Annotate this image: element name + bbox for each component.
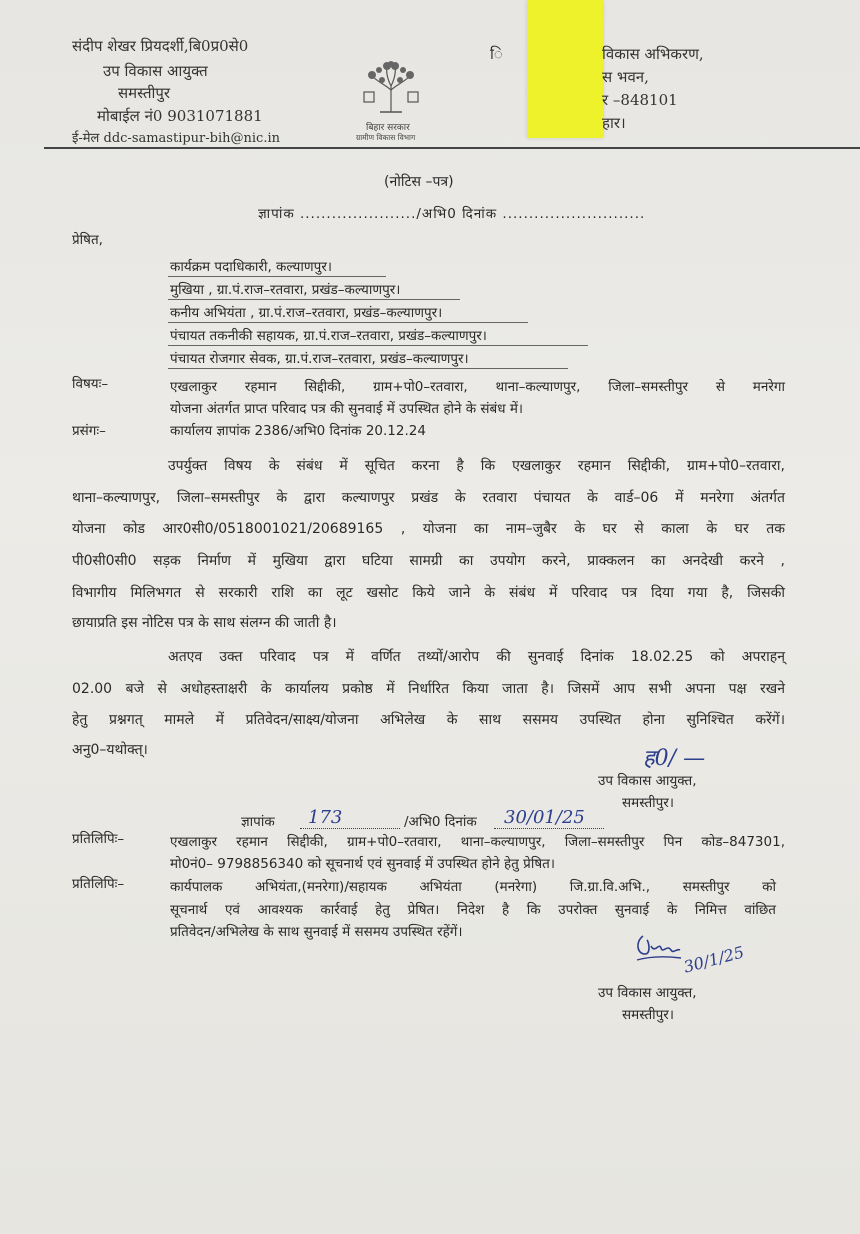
copy1-label: प्रतिलिपिः– (72, 831, 125, 847)
sign-title: उप विकास आयुक्त, (598, 773, 697, 789)
copy1-line: मो0नं0– 9798856340 को सूचनार्थ एवं सुनवाई में उपस्थित होने हेतु प्रेषित। (170, 856, 555, 872)
underline (168, 345, 588, 346)
memo-ref-blank: ज्ञापांक ....................../अभि0 दिनांक ........................... (258, 206, 646, 222)
para2-line: 02.00 बजे से अधोहस्ताक्षरी के कार्यालय प्रकोष्ठ में निर्धारित किया जाता है। जिसमें आप सभी अपना पक्ष रखने (72, 681, 785, 697)
recipient-3: कनीय अभियंता , ग्रा.पं.राज–रतवारा, प्रखंड–कल्याणपुर। (170, 305, 443, 321)
signature-initial: ह0/ — (643, 746, 706, 771)
underline (168, 322, 528, 323)
recipient-4: पंचायत तकनीकी सहायक, ग्रा.पं.राज–रतवारा, प्रखंड–कल्याणपुर। (170, 328, 487, 344)
recipient-2: मुखिया , ग्रा.पं.राज–रतवारा, प्रखंड–कल्याणपुर। (170, 282, 401, 298)
reference-text: कार्यालय ज्ञापांक 2386/अभि0 दिनांक 20.12.24 (170, 423, 426, 439)
subject-line-1: एखलाकुर रहमान सिद्दीकी, ग्राम+पो0–रतवारा, थाना–कल्याणपुर, जिला–समस्तीपुर से मनरेगा (170, 379, 785, 395)
para1-line: उपर्युक्त विषय के संबंध में सूचित करना है कि एखलाकुर रहमान सिद्दीकी, ग्राम+पो0–रतवारा, (168, 458, 785, 474)
emblem-caption-1: बिहार सरकार (366, 123, 410, 133)
underline (168, 299, 460, 300)
para1-line: विभागीय मिलिभगत से सरकारी राशि का लूट खसोट किये जाने के संबंध में परिवाद पत्र दिया गया है, जिसकी (72, 585, 785, 601)
subject-label: विषयः– (72, 376, 109, 392)
officer-mobile: मोबाईल नं0 9031071881 (97, 107, 263, 125)
para2-line: अनु0–यथोक्त्। (72, 742, 148, 758)
officer-name: संदीप शेखर प्रियदर्शी,बि0प्र0से0 (72, 37, 249, 55)
para1-line: छायाप्रति इस नोटिस पत्र के साथ संलग्न की जाती है। (72, 615, 337, 631)
notice-title: (नोटिस –पत्र) (384, 174, 454, 190)
emblem-caption-2: ग्रामीण विकास विभाग (356, 133, 416, 142)
sign-place: समस्तीपुर। (622, 795, 674, 811)
para1-line: थाना–कल्याणपुर, जिला–समस्तीपुर के द्वारा कल्याणपुर प्रखंड के रतवारा पंचायत के वार्ड–06 में मनरेगा अंतर्गत (72, 490, 785, 506)
officer-email: ई-मेल ddc-samastipur-bih@nic.in (72, 131, 280, 146)
subject-line-2: योजना अंतर्गत प्राप्त परिवाद पत्र की सुनवाई में उपस्थित होने के संबंध में। (170, 401, 524, 417)
right-header-bhawan: स भवन, (602, 68, 649, 86)
recipient-1: कार्यक्रम पदाधिकारी, कल्याणपुर। (170, 259, 332, 275)
sign-title: उप विकास आयुक्त, (598, 985, 697, 1001)
para2-line: अतएव उक्त परिवाद पत्र में वर्णित तथ्यों/आरोप की सुनवाई दिनांक 18.02.25 को अपराहन् (168, 649, 785, 665)
header-divider (44, 147, 860, 149)
right-header-state: हार। (602, 114, 626, 132)
memo-date: 30/01/25 (504, 807, 585, 828)
dotted-line (300, 828, 400, 829)
copy2-label: प्रतिलिपिः– (72, 876, 125, 892)
officer-district: समस्तीपुर (118, 84, 171, 102)
reference-label: प्रसंगः– (72, 423, 106, 439)
copy2-line: प्रतिवेदन/अभिलेख के साथ सुनवाई में ससमय उपस्थित रहेंगें। (170, 924, 463, 940)
copy2-line: सूचनार्थ एवं आवश्यक कार्रवाई हेतु प्रेषित। निदेश है कि उपरोक्त सुनवाई के निमित्त वांछित (170, 902, 776, 918)
memo-ref-prefix: ज्ञापांक (241, 814, 275, 830)
recipient-5: पंचायत रोजगार सेवक, ग्रा.पं.राज–रतवारा, प्रखंड–कल्याणपुर। (170, 351, 469, 367)
para1-line: पी0सी0सी0 सड़क निर्माण में मुखिया द्वारा घटिया सामग्री का उपयोग करने, प्राक्कलन का अनदेखी करने , (72, 553, 785, 569)
officer-designation: उप विकास आयुक्त (103, 62, 208, 80)
copy2-line: कार्यपालक अभियंता,(मनरेगा)/सहायक अभियंता (मनरेगा) जि.ग्रा.वि.अभि., समस्तीपुर को (170, 879, 776, 895)
sticky-note (527, 0, 603, 138)
memo-number: 173 (308, 807, 343, 828)
right-header-fragment: ि (490, 45, 503, 63)
bihar-emblem-icon (356, 60, 426, 118)
handwritten-signature (633, 928, 683, 966)
right-header-agency: विकास अभिकरण, (602, 45, 704, 63)
addressed-to-label: प्रेषित, (72, 232, 103, 248)
para1-line: योजना कोड आर0सी0/0518001021/20689165 , योजना का नाम–जुबैर के घर से काला के घर तक (72, 521, 785, 537)
right-header-pin: र –848101 (602, 91, 678, 109)
underline (168, 276, 386, 277)
signature-date: 30/1/25 (681, 942, 747, 977)
copy1-line: एखलाकुर रहमान सिद्दीकी, ग्राम+पो0–रतवारा, थाना–कल्याणपुर, जिला–समस्तीपुर पिन कोड–847301, (170, 834, 785, 850)
memo-ref-mid: /अभि0 दिनांक (404, 814, 477, 830)
para2-line: हेतु प्रश्नगत् मामले में प्रतिवेदन/साक्ष्य/योजना अभिलेख के साथ ससमय उपस्थित होना सुनिश्चित करेंगें। (72, 712, 785, 728)
underline (168, 368, 568, 369)
dotted-line (494, 828, 604, 829)
sign-place: समस्तीपुर। (622, 1007, 674, 1023)
